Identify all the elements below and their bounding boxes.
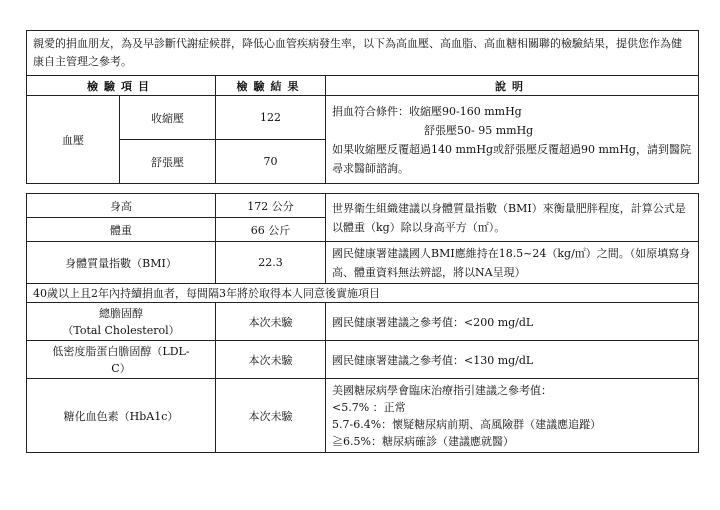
header-item: 檢驗項目 xyxy=(27,76,216,96)
height-label: 身高 xyxy=(27,194,216,218)
cholesterol-note: 國民健康署建議之參考值：<200 mg/dL xyxy=(326,303,699,341)
header-row xyxy=(27,76,699,96)
hba1c-note-4: ≧6.5%：糖尿病確診（建議應就醫） xyxy=(332,434,514,448)
hba1c-note-3: 5.7-6.4%：懷疑糖尿病前期、高風險群（建議應追蹤） xyxy=(332,417,602,431)
cholesterol-label-1: 總膽固醇 xyxy=(99,306,143,320)
age-note: 40歲以上且2年內持續捐血者，每間隔3年將於取得本人同意後實施項目 xyxy=(27,284,699,303)
hba1c-label: 糖化血色素（HbA1c） xyxy=(27,379,216,453)
bmi-note-2: 國民健康署建議國人BMI應維持在18.5~24（kg/㎡）之間。（如原填寫身高、體重資料無法辨認，將以NA呈現） xyxy=(326,242,699,284)
hba1c-value: 本次未驗 xyxy=(216,379,326,453)
age-note-row xyxy=(27,284,699,303)
weight-label: 體重 xyxy=(27,218,216,242)
health-report xyxy=(26,30,698,453)
spacer-row xyxy=(27,184,699,194)
hba1c-note-2: <5.7% ：正常 xyxy=(332,400,406,414)
ldl-row xyxy=(27,341,699,379)
diastolic-value: 70 xyxy=(216,140,326,184)
bp-note xyxy=(326,96,699,184)
height-value: 172 公分 xyxy=(216,194,326,218)
bmi-label: 身體質量指數（BMI） xyxy=(27,242,216,284)
report-table xyxy=(26,30,699,453)
cholesterol-label-2: （Total Cholesterol） xyxy=(62,323,180,337)
header-result: 檢驗結果 xyxy=(216,76,326,96)
hba1c-note xyxy=(326,379,699,453)
hba1c-row xyxy=(27,379,699,453)
diastolic-label: 舒張壓 xyxy=(120,140,216,184)
bmi-note-1: 世界衛生組織建議以身體質量指數（BMI）來衡量肥胖程度，計算公式是以體重（kg）除以身高平方（㎡）。 xyxy=(326,194,699,242)
bp-note-line1: 捐血符合條件：收縮壓90-160 mmHg xyxy=(332,104,522,118)
cholesterol-value: 本次未驗 xyxy=(216,303,326,341)
cholesterol-label xyxy=(27,303,216,341)
bp-label: 血壓 xyxy=(27,96,120,184)
ldl-label xyxy=(27,341,216,379)
bmi-value: 22.3 xyxy=(216,242,326,284)
ldl-label-2: C） xyxy=(111,361,131,375)
weight-value: 66 公斤 xyxy=(216,218,326,242)
intro-text: 親愛的捐血朋友，為及早診斷代謝症候群，降低心血管疾病發生率，以下為高血壓、高血脂、高血糖相關聯的檢驗結果，提供您作為健康自主管理之參考。 xyxy=(27,31,699,76)
systolic-label: 收縮壓 xyxy=(120,96,216,140)
height-row xyxy=(27,194,699,218)
bp-note-line2: 舒張壓50- 95 mmHg xyxy=(424,123,534,137)
cholesterol-row xyxy=(27,303,699,341)
ldl-note: 國民健康署建議之參考值：<130 mg/dL xyxy=(326,341,699,379)
ldl-label-1: 低密度脂蛋白膽固醇（LDL- xyxy=(52,344,190,358)
bmi-row xyxy=(27,242,699,284)
bp-systolic-row xyxy=(27,96,699,140)
header-note: 說明 xyxy=(326,76,699,96)
ldl-value: 本次未驗 xyxy=(216,341,326,379)
hba1c-note-1: 美國糖尿病學會臨床治療指引建議之參考值： xyxy=(332,383,552,397)
systolic-value: 122 xyxy=(216,96,326,140)
intro-row xyxy=(27,31,699,76)
bp-note-line3: 如果收縮壓反覆超過140 mmHg或舒張壓反覆超過90 mmHg，請到醫院尋求醫師諮詢。 xyxy=(332,142,691,175)
